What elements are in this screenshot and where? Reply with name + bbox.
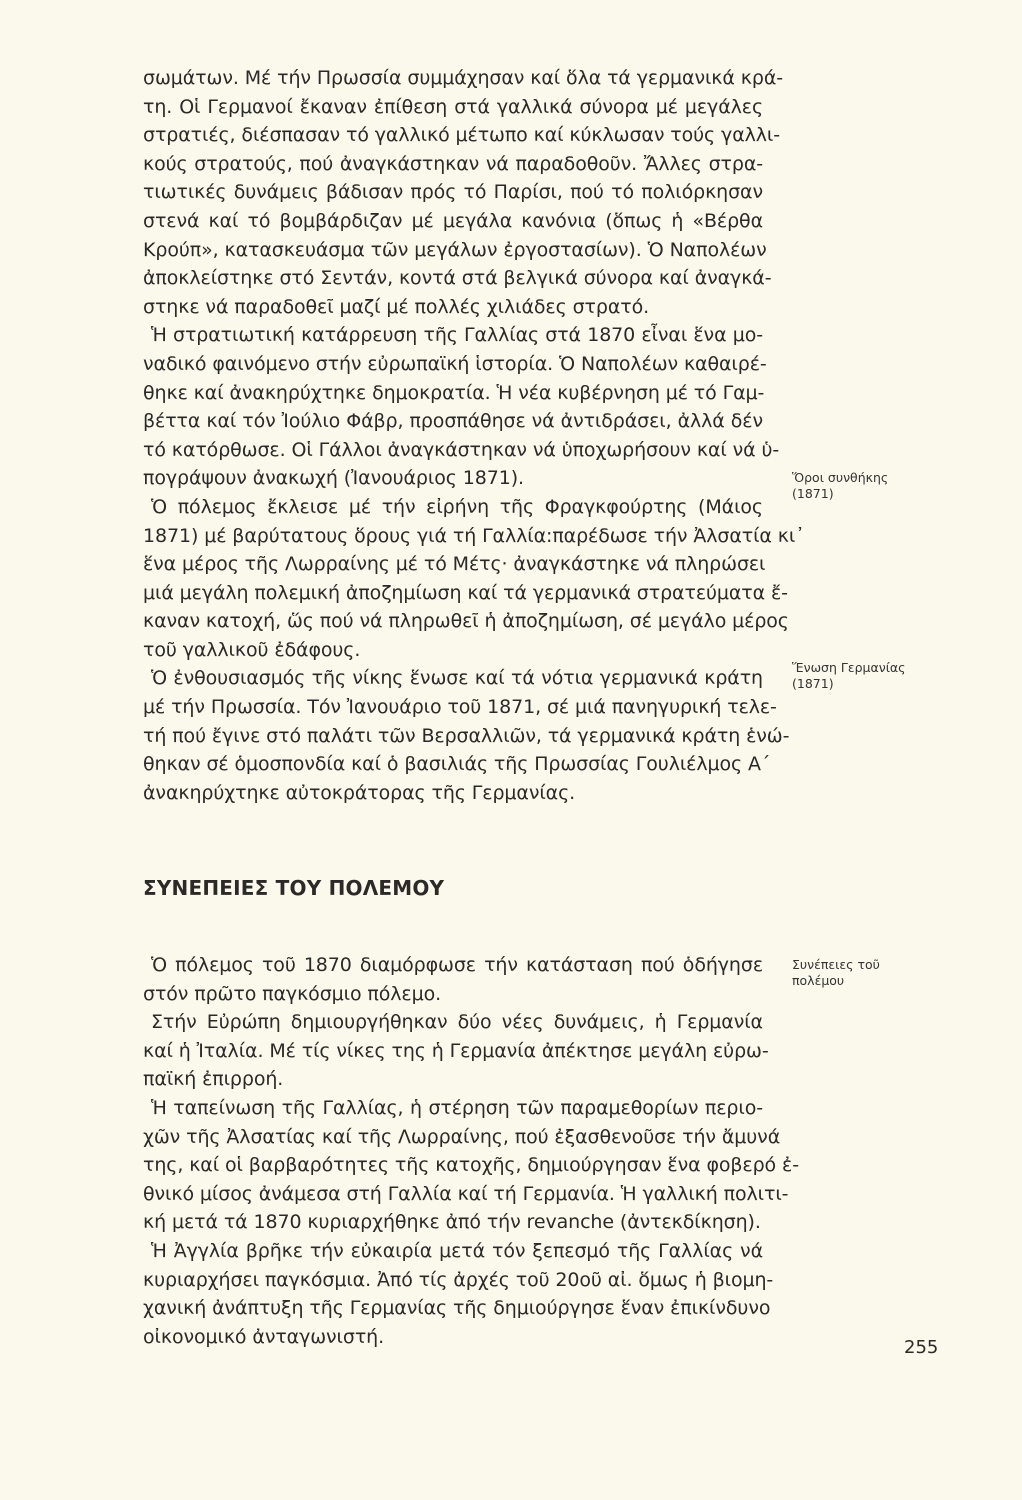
sidenote-war-consequences <box>792 957 880 989</box>
text-line: μιά μεγάλη πολεμική ἀποζημίωση καί τά γερμανικά στρατεύματα ἔ- <box>143 581 788 604</box>
text-line: καναν κατοχή, ὥς πού νά πληρωθεῖ ἡ ἀποζημίωση, σέ μεγάλο μέρος <box>143 610 789 633</box>
body-text-section-2 <box>143 951 799 1351</box>
text-line: θηκε καί ἀνακηρύχτηκε δημοκρατία. Ἡ νέα κυβέρνηση μέ τό Γαμ- <box>143 381 765 404</box>
sidenote-line: Ὅροι συνθήκης <box>792 470 889 485</box>
text-line: τη. Οἱ Γερμανοί ἔκαναν ἐπίθεση στά γαλλικά σύνορα μέ μεγάλες <box>143 95 763 118</box>
text-line: στόν πρῶτο παγκόσμιο πόλεμο. <box>143 982 442 1005</box>
text-line: ἀνακηρύχτηκε αὐτοκράτορας τῆς Γερμανίας. <box>143 781 576 804</box>
text-line: τιωτικές δυνάμεις βάδισαν πρός τό Παρίσι, πού τό πολιόρκησαν <box>143 181 763 204</box>
text-line: κή μετά τά 1870 κυριαρχήθηκε ἀπό τήν revanche (ἀντεκδίκηση). <box>143 1211 761 1234</box>
text-line: βέττα καί τόν Ἰούλιο Φάβρ, προσπάθησε νά ἀντιδράσει, ἀλλά δέν <box>143 410 763 433</box>
sidenote-german-unification <box>792 660 906 692</box>
text-line: οἰκονομικό ἀνταγωνιστή. <box>143 1325 385 1348</box>
text-line: Ἡ Ἀγγλία βρῆκε τήν εὐκαιρία μετά τόν ξεπεσμό τῆς Γαλλίας νά <box>151 1239 763 1262</box>
sidenote-line: Συνέπειες τοῦ <box>792 957 880 972</box>
text-line: Στήν Εὐρώπη δημιουργήθηκαν δύο νέες δυνάμεις, ἡ Γερμανία <box>151 1011 763 1034</box>
page-number: 255 <box>904 1337 939 1358</box>
text-line: τό κατόρθωσε. Οἱ Γάλλοι ἀναγκάστηκαν νά ὑποχωρήσουν καί νά ὑ- <box>143 438 780 461</box>
text-line: Ὁ πόλεμος τοῦ 1870 διαμόρφωσε τήν κατάσταση πού ὁδήγησε <box>151 954 763 976</box>
text-line: της, καί οἱ βαρβαρότητες τῆς κατοχῆς, δημιούργησαν ἕνα φοβερό ἐ- <box>143 1154 799 1177</box>
text-line: τή πού ἔγινε στό παλάτι τῶν Βερσαλλιῶν, τά γερμανικά κράτη ἑνώ- <box>143 724 790 747</box>
text-line: θηκαν σέ ὁμοσπονδία καί ὁ βασιλιάς τῆς Πρωσσίας Γουλιέλμος Α΄ <box>143 753 771 776</box>
text-line: Ἡ στρατιωτική κατάρρευση τῆς Γαλλίας στά 1870 εἶναι ἕνα μο- <box>151 324 763 347</box>
text-line: πογράψουν ἀνακωχή (Ἰανουάριος 1871). <box>143 467 524 490</box>
text-line: τοῦ γαλλικοῦ ἐδάφους. <box>143 638 361 661</box>
text-line: χῶν τῆς Ἀλσατίας καί τῆς Λωρραίνης, πού ἐξασθενοῦσε τήν ἄμυνά <box>143 1125 781 1148</box>
text-line: κούς στρατούς, πού ἀναγκάστηκαν νά παραδοθοῦν. Ἄλλες στρα- <box>143 152 763 175</box>
sidenote-line: (1871) <box>792 486 834 501</box>
text-line: Κρούπ», κατασκευάσμα τῶν μεγάλων ἐργοστασίων). Ὁ Ναπολέων <box>143 238 767 261</box>
text-line: μέ τήν Πρωσσία. Τόν Ἰανουάριο τοῦ 1871, σέ μιά πανηγυρική τελε- <box>143 696 777 719</box>
text-line: 1871) μέ βαρύτατους ὅρους γιά τή Γαλλία:παρέδωσε τήν Ἀλσατία κι᾿ <box>143 524 805 547</box>
text-line: ἀποκλείστηκε στό Σεντάν, κοντά στά βελγικά σύνορα καί ἀναγκά- <box>143 267 772 290</box>
text-line: Ὁ πόλεμος ἔκλεισε μέ τήν εἰρήνη τῆς Φραγκφούρτης (Μάιος <box>151 495 763 518</box>
sidenote-line: (1871) <box>792 676 834 691</box>
text-line: στηκε νά παραδοθεῖ μαζί μέ πολλές χιλιάδες στρατό. <box>143 295 650 318</box>
text-line: Ἡ ταπείνωση τῆς Γαλλίας, ἡ στέρηση τῶν παραμεθορίων περιο- <box>151 1096 763 1119</box>
text-line: σωμάτων. Μέ τήν Πρωσσία συμμάχησαν καί ὅλα τά γερμανικά κρά- <box>143 67 784 89</box>
text-line: κυριαρχήσει παγκόσμια. Ἀπό τίς ἀρχές τοῦ 20οῦ αἰ. ὅμως ἡ βιομη- <box>143 1268 774 1291</box>
text-line: χανική ἀνάπτυξη τῆς Γερμανίας τῆς δημιούργησε ἕναν ἐπικίνδυνο <box>143 1297 771 1320</box>
text-line: παϊκή ἐπιρροή. <box>143 1068 284 1091</box>
text-line: καί ἡ Ἰταλία. Μέ τίς νίκες της ἡ Γερμανία ἀπέκτησε μεγάλη εὐρω- <box>143 1039 769 1062</box>
text-line: θνικό μίσος ἀνάμεσα στή Γαλλία καί τή Γερμανία. Ἡ γαλλική πολιτι- <box>143 1182 789 1205</box>
sidenote-treaty-terms <box>792 470 888 502</box>
sidenote-line: Ἕνωση Γερμανίας <box>792 660 906 675</box>
text-line: ναδικό φαινόμενο στήν εὐρωπαϊκή ἱστορία. Ὁ Ναπολέων καθαιρέ- <box>143 352 767 375</box>
text-line: στρατιές, διέσπασαν τό γαλλικό μέτωπο καί κύκλωσαν τούς γαλλι- <box>143 124 780 147</box>
text-line: στενά καί τό βομβάρδιζαν μέ μεγάλα κανόνια (ὅπως ἡ «Βέρθα <box>143 209 763 232</box>
section-heading: ΣΥΝΕΠΕΙΕΣ ΤΟΥ ΠΟΛΕΜΟΥ <box>143 876 445 900</box>
text-line: ἕνα μέρος τῆς Λωρραίνης μέ τό Μέτς· ἀναγκάστηκε νά πληρώσει <box>143 553 766 576</box>
body-text-section-1 <box>143 64 805 807</box>
text-line: Ὁ ἐνθουσιασμός τῆς νίκης ἕνωσε καί τά νότια γερμανικά κράτη <box>151 667 763 690</box>
sidenote-line: πολέμου <box>792 973 845 988</box>
